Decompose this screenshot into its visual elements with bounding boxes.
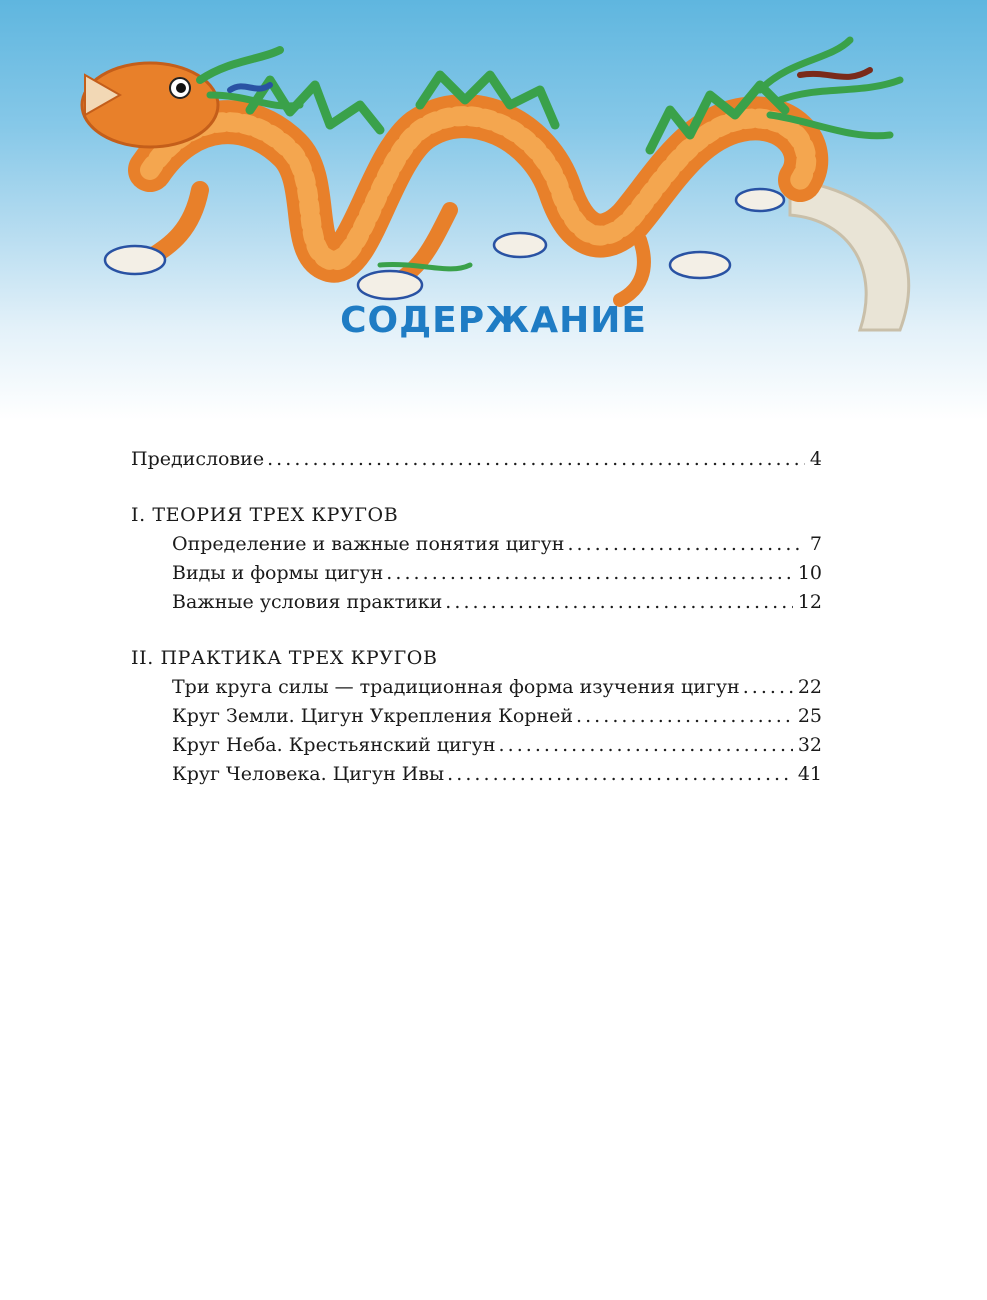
- toc-entry[interactable]: [131, 530, 822, 559]
- header-banner: [0, 0, 987, 420]
- toc-page-number: 41: [797, 763, 822, 785]
- dot-leader: [386, 559, 793, 588]
- toc-entry[interactable]: [131, 588, 822, 617]
- toc-entry-label: Круг Неба. Крестьянский цигун: [172, 734, 496, 756]
- toc-entry-label: Предисловие: [131, 448, 265, 470]
- toc-entry-label: Три круга силы — традиционная форма изучения цигун: [172, 676, 740, 698]
- toc-entry[interactable]: [131, 760, 822, 789]
- toc-entry[interactable]: [131, 559, 822, 588]
- section-heading-theory[interactable]: I. ТЕОРИЯ ТРЕХ КРУГОВ: [131, 504, 399, 526]
- dot-leader: [267, 445, 805, 474]
- toc-entry[interactable]: [131, 731, 822, 760]
- dot-leader: [445, 588, 793, 617]
- dragon-mosaic-image: [0, 0, 987, 340]
- dot-leader: [743, 673, 793, 702]
- toc-page-number: 10: [797, 562, 822, 584]
- toc-entry-label: Важные условия практики: [172, 591, 443, 613]
- toc-page-number: 4: [809, 448, 822, 470]
- toc-entry-preface[interactable]: [131, 445, 822, 474]
- dot-leader: [447, 760, 793, 789]
- dot-leader: [567, 530, 804, 559]
- toc-entry[interactable]: [131, 702, 822, 731]
- toc-entry-label: Круг Земли. Цигун Укрепления Корней: [172, 705, 574, 727]
- toc-entry-label: Круг Человека. Цигун Ивы: [172, 763, 445, 785]
- toc-entry-label: Определение и важные понятия цигун: [172, 533, 565, 555]
- toc-page-number: 12: [797, 591, 822, 613]
- toc-page-number: 22: [797, 676, 822, 698]
- toc-entry-label: Виды и формы цигун: [172, 562, 384, 584]
- toc-page-number: 25: [797, 705, 822, 727]
- table-of-contents: [131, 445, 822, 789]
- page-title: СОДЕРЖАНИЕ: [340, 300, 647, 341]
- dot-leader: [576, 702, 793, 731]
- dot-leader: [499, 731, 793, 760]
- toc-entry[interactable]: [131, 673, 822, 702]
- section-heading-practice[interactable]: II. ПРАКТИКА ТРЕХ КРУГОВ: [131, 647, 438, 669]
- toc-page-number: 7: [809, 533, 822, 555]
- toc-page-number: 32: [797, 734, 822, 756]
